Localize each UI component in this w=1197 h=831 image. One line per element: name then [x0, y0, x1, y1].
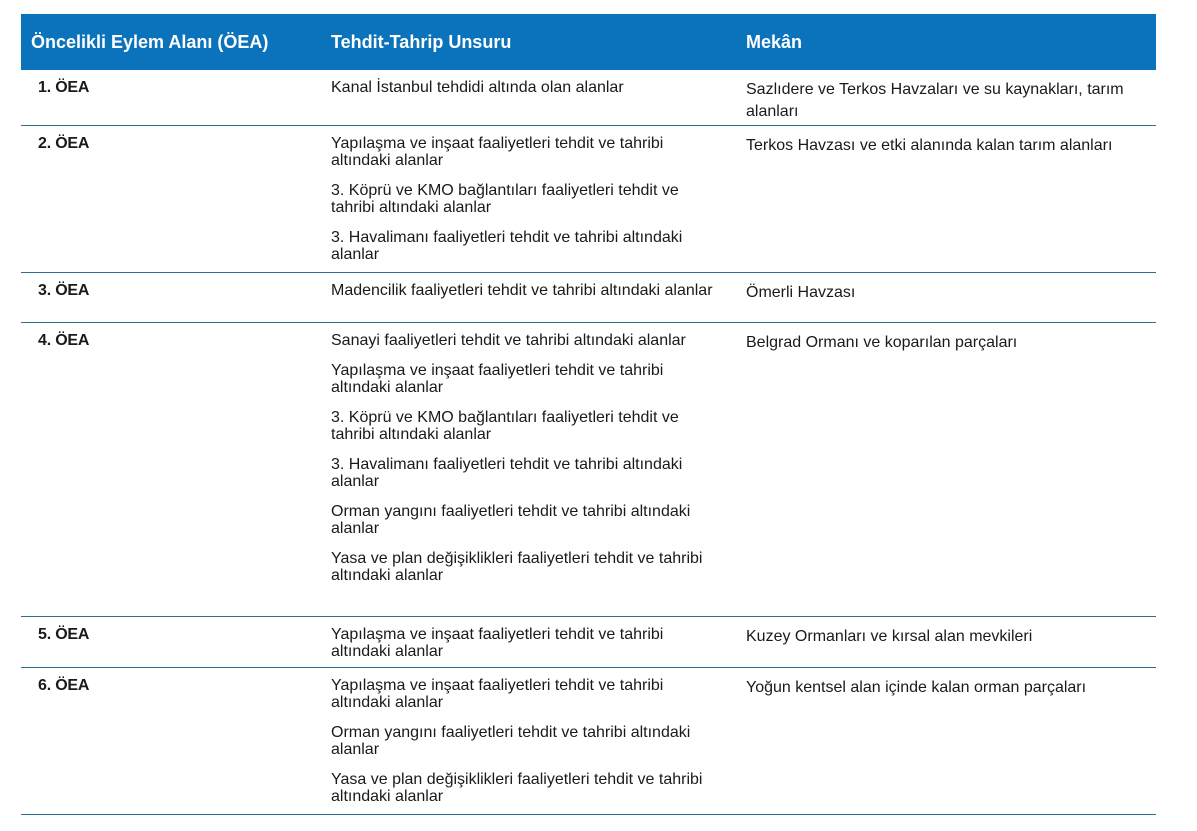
- threat-item: 3. Havalimanı faaliyetleri tehdit ve tahribi altındaki alanlar: [331, 229, 683, 263]
- threat-item: Yapılaşma ve inşaat faaliyetleri tehdit ve tahribi altındaki alanlar: [331, 677, 664, 711]
- area-cell: 3. ÖEA: [38, 282, 90, 299]
- table-row: [21, 70, 1156, 126]
- priority-action-areas-table: [21, 14, 1156, 815]
- threat-cell: [331, 323, 716, 588]
- threat-item: Madencilik faaliyetleri tehdit ve tahribi altındaki alanlar: [331, 282, 713, 299]
- header-threat: Tehdit-Tahrip Unsuru: [331, 31, 512, 52]
- threat-cell: [331, 126, 716, 267]
- place-cell: Ömerli Havzası: [746, 284, 856, 301]
- threat-cell: [331, 70, 716, 100]
- header-area: Öncelikli Eylem Alanı (ÖEA): [31, 31, 269, 52]
- threat-item: Yapılaşma ve inşaat faaliyetleri tehdit ve tahribi altındaki alanlar: [331, 626, 664, 660]
- table-body: [21, 70, 1156, 815]
- threat-item: 3. Havalimanı faaliyetleri tehdit ve tahribi altındaki alanlar: [331, 456, 683, 490]
- place-cell: Kuzey Ormanları ve kırsal alan mevkileri: [746, 628, 1033, 645]
- threat-cell: [331, 617, 716, 664]
- area-cell: 2. ÖEA: [38, 135, 90, 152]
- area-cell: 1. ÖEA: [38, 79, 90, 96]
- area-cell: 5. ÖEA: [38, 626, 90, 643]
- threat-cell: [331, 273, 716, 303]
- place-cell: Belgrad Ormanı ve koparılan parçaları: [746, 334, 1018, 351]
- header-place: Mekân: [746, 31, 803, 52]
- threat-item: Yasa ve plan değişiklikleri faaliyetleri tehdit ve tahribi altındaki alanlar: [331, 771, 703, 805]
- threat-item: 3. Köprü ve KMO bağlantıları faaliyetleri tehdit ve tahribi altındaki alanlar: [331, 182, 679, 216]
- place-cell: Yoğun kentsel alan içinde kalan orman parçaları: [746, 679, 1087, 696]
- threat-item: Orman yangını faaliyetleri tehdit ve tahribi altındaki alanlar: [331, 724, 691, 758]
- place-cell: Sazlıdere ve Terkos Havzaları ve su kaynakları, tarım alanları: [746, 81, 1124, 120]
- threat-item: Sanayi faaliyetleri tehdit ve tahribi altındaki alanlar: [331, 332, 686, 349]
- table-row: [21, 323, 1156, 617]
- table-row: [21, 273, 1156, 323]
- table-row: [21, 617, 1156, 668]
- table-row: [21, 668, 1156, 815]
- threat-item: Yasa ve plan değişiklikleri faaliyetleri tehdit ve tahribi altındaki alanlar: [331, 550, 703, 584]
- place-cell: Terkos Havzası ve etki alanında kalan tarım alanları: [746, 137, 1113, 154]
- threat-cell: [331, 668, 716, 809]
- table-row: [21, 126, 1156, 273]
- threat-item: 3. Köprü ve KMO bağlantıları faaliyetleri tehdit ve tahribi altındaki alanlar: [331, 409, 679, 443]
- area-cell: 4. ÖEA: [38, 332, 90, 349]
- table-header: [21, 14, 1156, 70]
- threat-item: Orman yangını faaliyetleri tehdit ve tahribi altındaki alanlar: [331, 503, 691, 537]
- area-cell: 6. ÖEA: [38, 677, 90, 694]
- threat-item: Yapılaşma ve inşaat faaliyetleri tehdit ve tahribi altındaki alanlar: [331, 362, 664, 396]
- threat-item: Kanal İstanbul tehdidi altında olan alanlar: [331, 79, 624, 96]
- threat-item: Yapılaşma ve inşaat faaliyetleri tehdit ve tahribi altındaki alanlar: [331, 135, 664, 169]
